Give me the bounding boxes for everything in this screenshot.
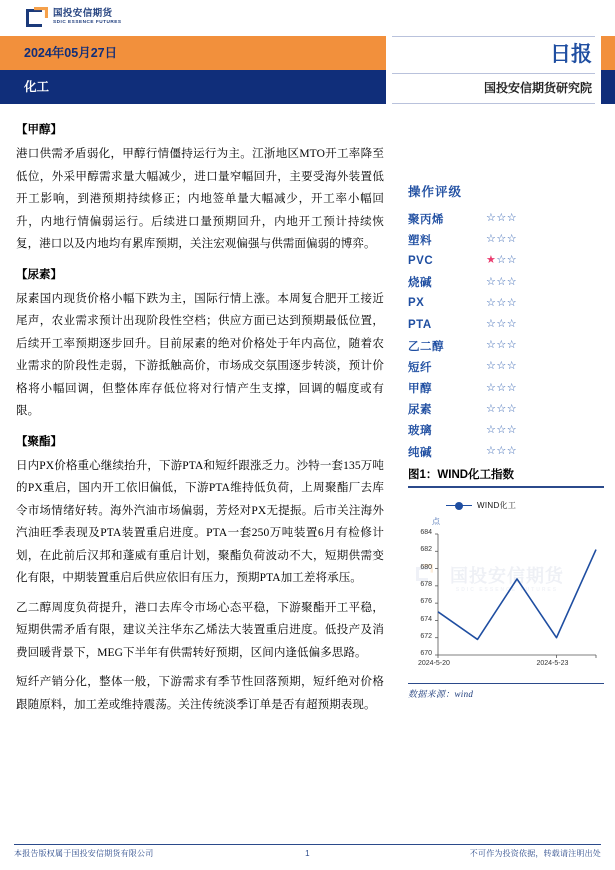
orange-band-right	[601, 36, 615, 70]
rating-stars	[486, 383, 517, 394]
company-logo	[26, 7, 120, 29]
star-empty-icon: ☆	[486, 212, 497, 225]
chart-plot	[408, 488, 604, 681]
star-empty-icon: ☆	[486, 445, 497, 458]
section-urea	[16, 267, 384, 423]
ratings-title: 操作评级	[408, 185, 463, 199]
rating-stars	[486, 298, 517, 309]
watermark-text-en: SDIC ESSENCE FUTURES	[455, 586, 559, 593]
logo-company-name-cn: 国投安信期货	[53, 8, 113, 19]
ratings-list	[408, 208, 608, 462]
star-empty-icon: ☆	[506, 402, 518, 415]
rating-stars	[486, 446, 517, 457]
figure-source: 数据来源：wind	[408, 689, 474, 700]
navy-band-right	[601, 70, 615, 104]
star-empty-icon: ☆	[496, 402, 507, 415]
report-sector: 化工	[24, 80, 50, 94]
star-empty-icon: ☆	[506, 233, 518, 246]
star-empty-icon: ☆	[486, 233, 497, 246]
star-filled-icon: ★	[486, 254, 497, 267]
star-empty-icon: ☆	[486, 318, 497, 331]
rating-row	[408, 335, 608, 356]
rating-stars	[486, 277, 517, 288]
report-body	[16, 122, 384, 723]
rating-stars	[486, 361, 517, 372]
star-empty-icon: ☆	[486, 402, 497, 415]
rating-stars	[486, 234, 517, 245]
star-empty-icon: ☆	[506, 254, 518, 267]
rating-product-name: 甲醇	[408, 383, 432, 396]
star-empty-icon: ☆	[506, 423, 518, 436]
section-polyester	[16, 434, 384, 717]
watermark-text-cn: 国投安信期货	[450, 565, 564, 586]
star-empty-icon: ☆	[506, 212, 518, 225]
star-empty-icon: ☆	[486, 423, 497, 436]
star-empty-icon: ☆	[506, 318, 518, 331]
figure-block	[408, 466, 604, 700]
footer-disclaimer: 不可作为投资依据，转载请注明出处	[469, 849, 601, 858]
section-methanol	[16, 122, 384, 256]
star-empty-icon: ☆	[496, 254, 507, 267]
rating-product-name: 纯碱	[408, 446, 432, 459]
logo-bar	[0, 0, 615, 36]
footer-page-number: 1	[305, 849, 310, 858]
y-axis-tick-label: 680	[420, 563, 432, 571]
rating-stars	[486, 425, 517, 436]
report-type: 日报	[550, 43, 592, 66]
logo-company-name-en: SDIC ESSENCE FUTURES	[53, 19, 122, 24]
star-empty-icon: ☆	[486, 296, 497, 309]
report-type-box	[392, 36, 595, 104]
rating-product-name: 塑料	[408, 234, 432, 247]
rating-product-name: 尿素	[408, 404, 432, 417]
star-empty-icon: ☆	[496, 339, 507, 352]
y-axis-tick-label: 678	[420, 580, 432, 588]
star-empty-icon: ☆	[486, 339, 497, 352]
section-paragraph: 短纤产销分化，整体一般，下游需求有季节性回落预期，短纤绝对价格跟随原料，加工差或维持震荡。关注传统淡季订单是否有超预期表现。	[16, 676, 384, 711]
star-empty-icon: ☆	[486, 275, 497, 288]
figure-rule-bottom	[408, 683, 604, 685]
star-empty-icon: ☆	[486, 360, 497, 373]
star-empty-icon: ☆	[496, 296, 507, 309]
rating-product-name: PX	[408, 297, 425, 310]
rating-stars	[486, 340, 517, 351]
rating-stars	[486, 404, 517, 415]
star-empty-icon: ☆	[496, 423, 507, 436]
rating-product-name: 短纤	[408, 361, 432, 374]
star-empty-icon: ☆	[496, 275, 507, 288]
footer-copyright: 本报告版权属于国投安信期货有限公司	[14, 849, 154, 858]
y-axis-tick-label: 670	[420, 650, 432, 658]
star-empty-icon: ☆	[506, 275, 518, 288]
section-paragraph: 港口供需矛盾弱化，甲醇行情僵持运行为主。江浙地区MTO开工率降至低位，外采甲醇需求量大幅减少，进口量窄幅回升，主要受海外装置低开工影响，到港预期持续修正；内地签单量大幅减少，开工率小幅回升，内地行情偏弱运行。后续进口量预期回升，内地开工预计持续恢复，港口以及内地均有累库预期，关注宏观偏强与供需面偏弱的博弈。	[16, 148, 384, 250]
x-axis-tick-label: 2024-5-23	[536, 659, 569, 667]
section-heading: 【尿素】	[16, 268, 62, 281]
rating-row	[408, 293, 608, 314]
rating-row	[408, 420, 608, 441]
star-empty-icon: ☆	[496, 212, 507, 225]
y-axis-tick-label: 676	[420, 598, 432, 606]
rating-row	[408, 208, 608, 229]
x-axis-tick-label: 2024-5-20	[418, 659, 450, 667]
rating-product-name: 聚丙烯	[408, 213, 444, 226]
star-empty-icon: ☆	[506, 296, 518, 309]
section-heading: 【聚酯】	[16, 435, 62, 448]
rating-product-name: 烧碱	[408, 277, 432, 290]
rating-row	[408, 250, 608, 271]
research-institute: 国投安信期货研究院	[483, 81, 592, 95]
figure-title: 图1：WIND化工指数	[408, 469, 515, 481]
rating-row	[408, 356, 608, 377]
y-axis-tick-label: 674	[420, 615, 432, 623]
star-empty-icon: ☆	[486, 381, 497, 394]
star-empty-icon: ☆	[506, 360, 518, 373]
star-empty-icon: ☆	[496, 360, 507, 373]
rating-row	[408, 399, 608, 420]
star-empty-icon: ☆	[496, 318, 507, 331]
star-empty-icon: ☆	[496, 233, 507, 246]
ratings-panel	[408, 182, 608, 462]
rating-stars	[486, 213, 517, 224]
rating-row	[408, 378, 608, 399]
rating-stars	[486, 319, 517, 330]
section-paragraph: 日内PX价格重心继续抬升，下游PTA和短纤跟涨乏力。沙特一套135万吨的PX重启，国内开工依旧偏低，下游PTA维持低负荷，上周聚酯厂去库令市场情绪好转。海外汽油市场偏弱，芳烃对PX无提振。后市关注海外汽油旺季表现及PTA装置重启进度。PTA一套250万吨装置6月有检修计划，在此前后汉邦和蓬威有重启计划，聚酯负荷波动不大，短期供需变化有限，中期装置重启后供应依旧有压力，预期PTA加工差将承压。	[16, 459, 384, 584]
rating-stars	[486, 255, 517, 266]
wind-chemical-index-chart	[408, 488, 604, 681]
navy-band	[0, 70, 386, 104]
rating-row	[408, 441, 608, 462]
y-axis-unit: 点	[432, 516, 440, 526]
rating-product-name: PVC	[408, 254, 434, 267]
star-empty-icon: ☆	[496, 445, 507, 458]
y-axis-tick-label: 672	[420, 632, 432, 640]
star-empty-icon: ☆	[496, 381, 507, 394]
footer-divider	[14, 844, 601, 845]
section-paragraph: 尿素国内现货价格小幅下跌为主，国际行情上涨。本周复合肥开工接近尾声，农业需求预计出现阶段性空档；供应方面已达到预期最低位置，后续开工率预期逐步回升。目前尿素的绝对价格处于年内高位，随着农业需求的阶段性走弱，下游抵触高价，市场成交氛围逐步转淡，预计价格将小幅回调，但整体库存低位将对行情产生支撑，回调的幅度或有限。	[16, 292, 384, 417]
rating-row	[408, 314, 608, 335]
logo-mark-icon	[26, 7, 48, 29]
rating-product-name: 乙二醇	[408, 340, 444, 353]
legend-label: WIND化工	[477, 500, 517, 510]
rating-row	[408, 272, 608, 293]
report-date: 2024年05月27日	[24, 46, 118, 60]
page-footer	[14, 848, 601, 859]
rating-row	[408, 229, 608, 250]
rating-product-name: 玻璃	[408, 425, 432, 438]
star-empty-icon: ☆	[506, 339, 518, 352]
star-empty-icon: ☆	[506, 445, 518, 458]
y-axis-tick-label: 682	[420, 546, 432, 554]
rating-product-name: PTA	[408, 318, 432, 331]
section-heading: 【甲醇】	[16, 124, 62, 136]
y-axis-tick-label: 684	[420, 529, 432, 537]
section-paragraph: 乙二醇周度负荷提升，港口去库令市场心态平稳，下游聚酯开工平稳，短期供需矛盾有限，建议关注华东乙烯法大装置重启进度。低投产及消费回暖背景下，MEG下半年有供需转好预期，区间内逢低偏多思路。	[16, 601, 384, 659]
star-empty-icon: ☆	[506, 381, 518, 394]
